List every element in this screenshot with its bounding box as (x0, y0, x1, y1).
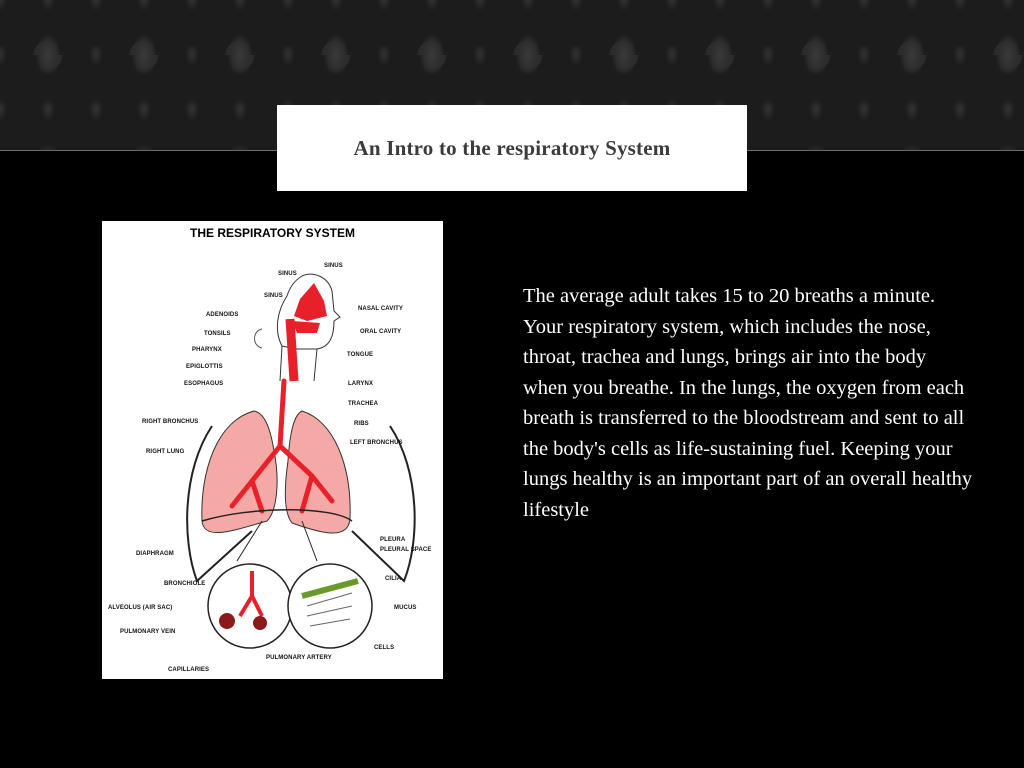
label-capillaries: CAPILLARIES (168, 667, 210, 673)
oral-cavity-shape (292, 321, 320, 333)
nasal-cavity-shape (294, 283, 327, 321)
label-esophagus: ESOPHAGUS (184, 381, 224, 387)
alveolus-cluster-right (253, 616, 267, 630)
label-alveolus: ALVEOLUS (AIR SAC) (108, 605, 173, 611)
cilia-detail-circle (288, 564, 372, 648)
label-sinus-mid: SINUS (278, 271, 297, 277)
slide-body-text: The average adult takes 15 to 20 breaths a minute. Your respiratory system, which includes the nose, throat, trachea and lungs, brings air into the body when you breathe. In the lungs, the oxygen from each breath is transferred to the bloodstream and sent to all the body's cells as life-sustaining fuel. Keeping your lungs healthy is an important part of an overall healthy lifestyle (523, 285, 973, 521)
alveolus-cluster-left (219, 613, 235, 629)
pharynx-shape (290, 319, 294, 381)
label-pulmonary-vein: PULMONARY VEIN (120, 629, 176, 635)
label-pleural-space: PLEURAL SPACE (380, 547, 432, 553)
diagram-title: THE RESPIRATORY SYSTEM (190, 226, 355, 240)
label-larynx: LARYNX (348, 381, 374, 387)
label-tonsils: TONSILS (204, 331, 231, 337)
label-right-bronchus: RIGHT BRONCHUS (142, 419, 199, 425)
right-lung-shape (202, 411, 277, 533)
respiratory-system-diagram (102, 221, 443, 679)
label-pharynx: PHARYNX (192, 347, 222, 353)
label-mucus: MUCUS (394, 605, 417, 611)
label-pleura: PLEURA (380, 537, 406, 543)
label-sinus-low: SINUS (264, 293, 283, 299)
label-cells: CELLS (374, 645, 395, 651)
slide-title-box (277, 105, 747, 191)
label-epiglottis: EPIGLOTTIS (186, 364, 223, 370)
label-right-lung: RIGHT LUNG (146, 449, 185, 455)
label-tongue: TONGUE (347, 352, 374, 358)
slide-title: An Intro to the respiratory System (353, 135, 671, 160)
label-diaphragm: DIAPHRAGM (136, 551, 174, 557)
label-trachea: TRACHEA (348, 401, 379, 407)
label-nasal-cavity: NASAL CAVITY (358, 306, 403, 312)
label-left-bronchus: LEFT BRONCHUS (350, 440, 403, 446)
label-oral-cavity: ORAL CAVITY (360, 329, 402, 335)
label-adenoids: ADENOIDS (206, 312, 239, 318)
label-sinus-top: SINUS (324, 263, 343, 269)
neck-outline (280, 346, 317, 381)
label-bronchiole: BRONCHIOLE (164, 581, 206, 587)
label-pulmonary-artery: PULMONARY ARTERY (266, 655, 332, 661)
label-ribs: RIBS (354, 421, 369, 427)
label-cilia: CILIA (385, 576, 402, 582)
ear-outline (255, 329, 263, 348)
